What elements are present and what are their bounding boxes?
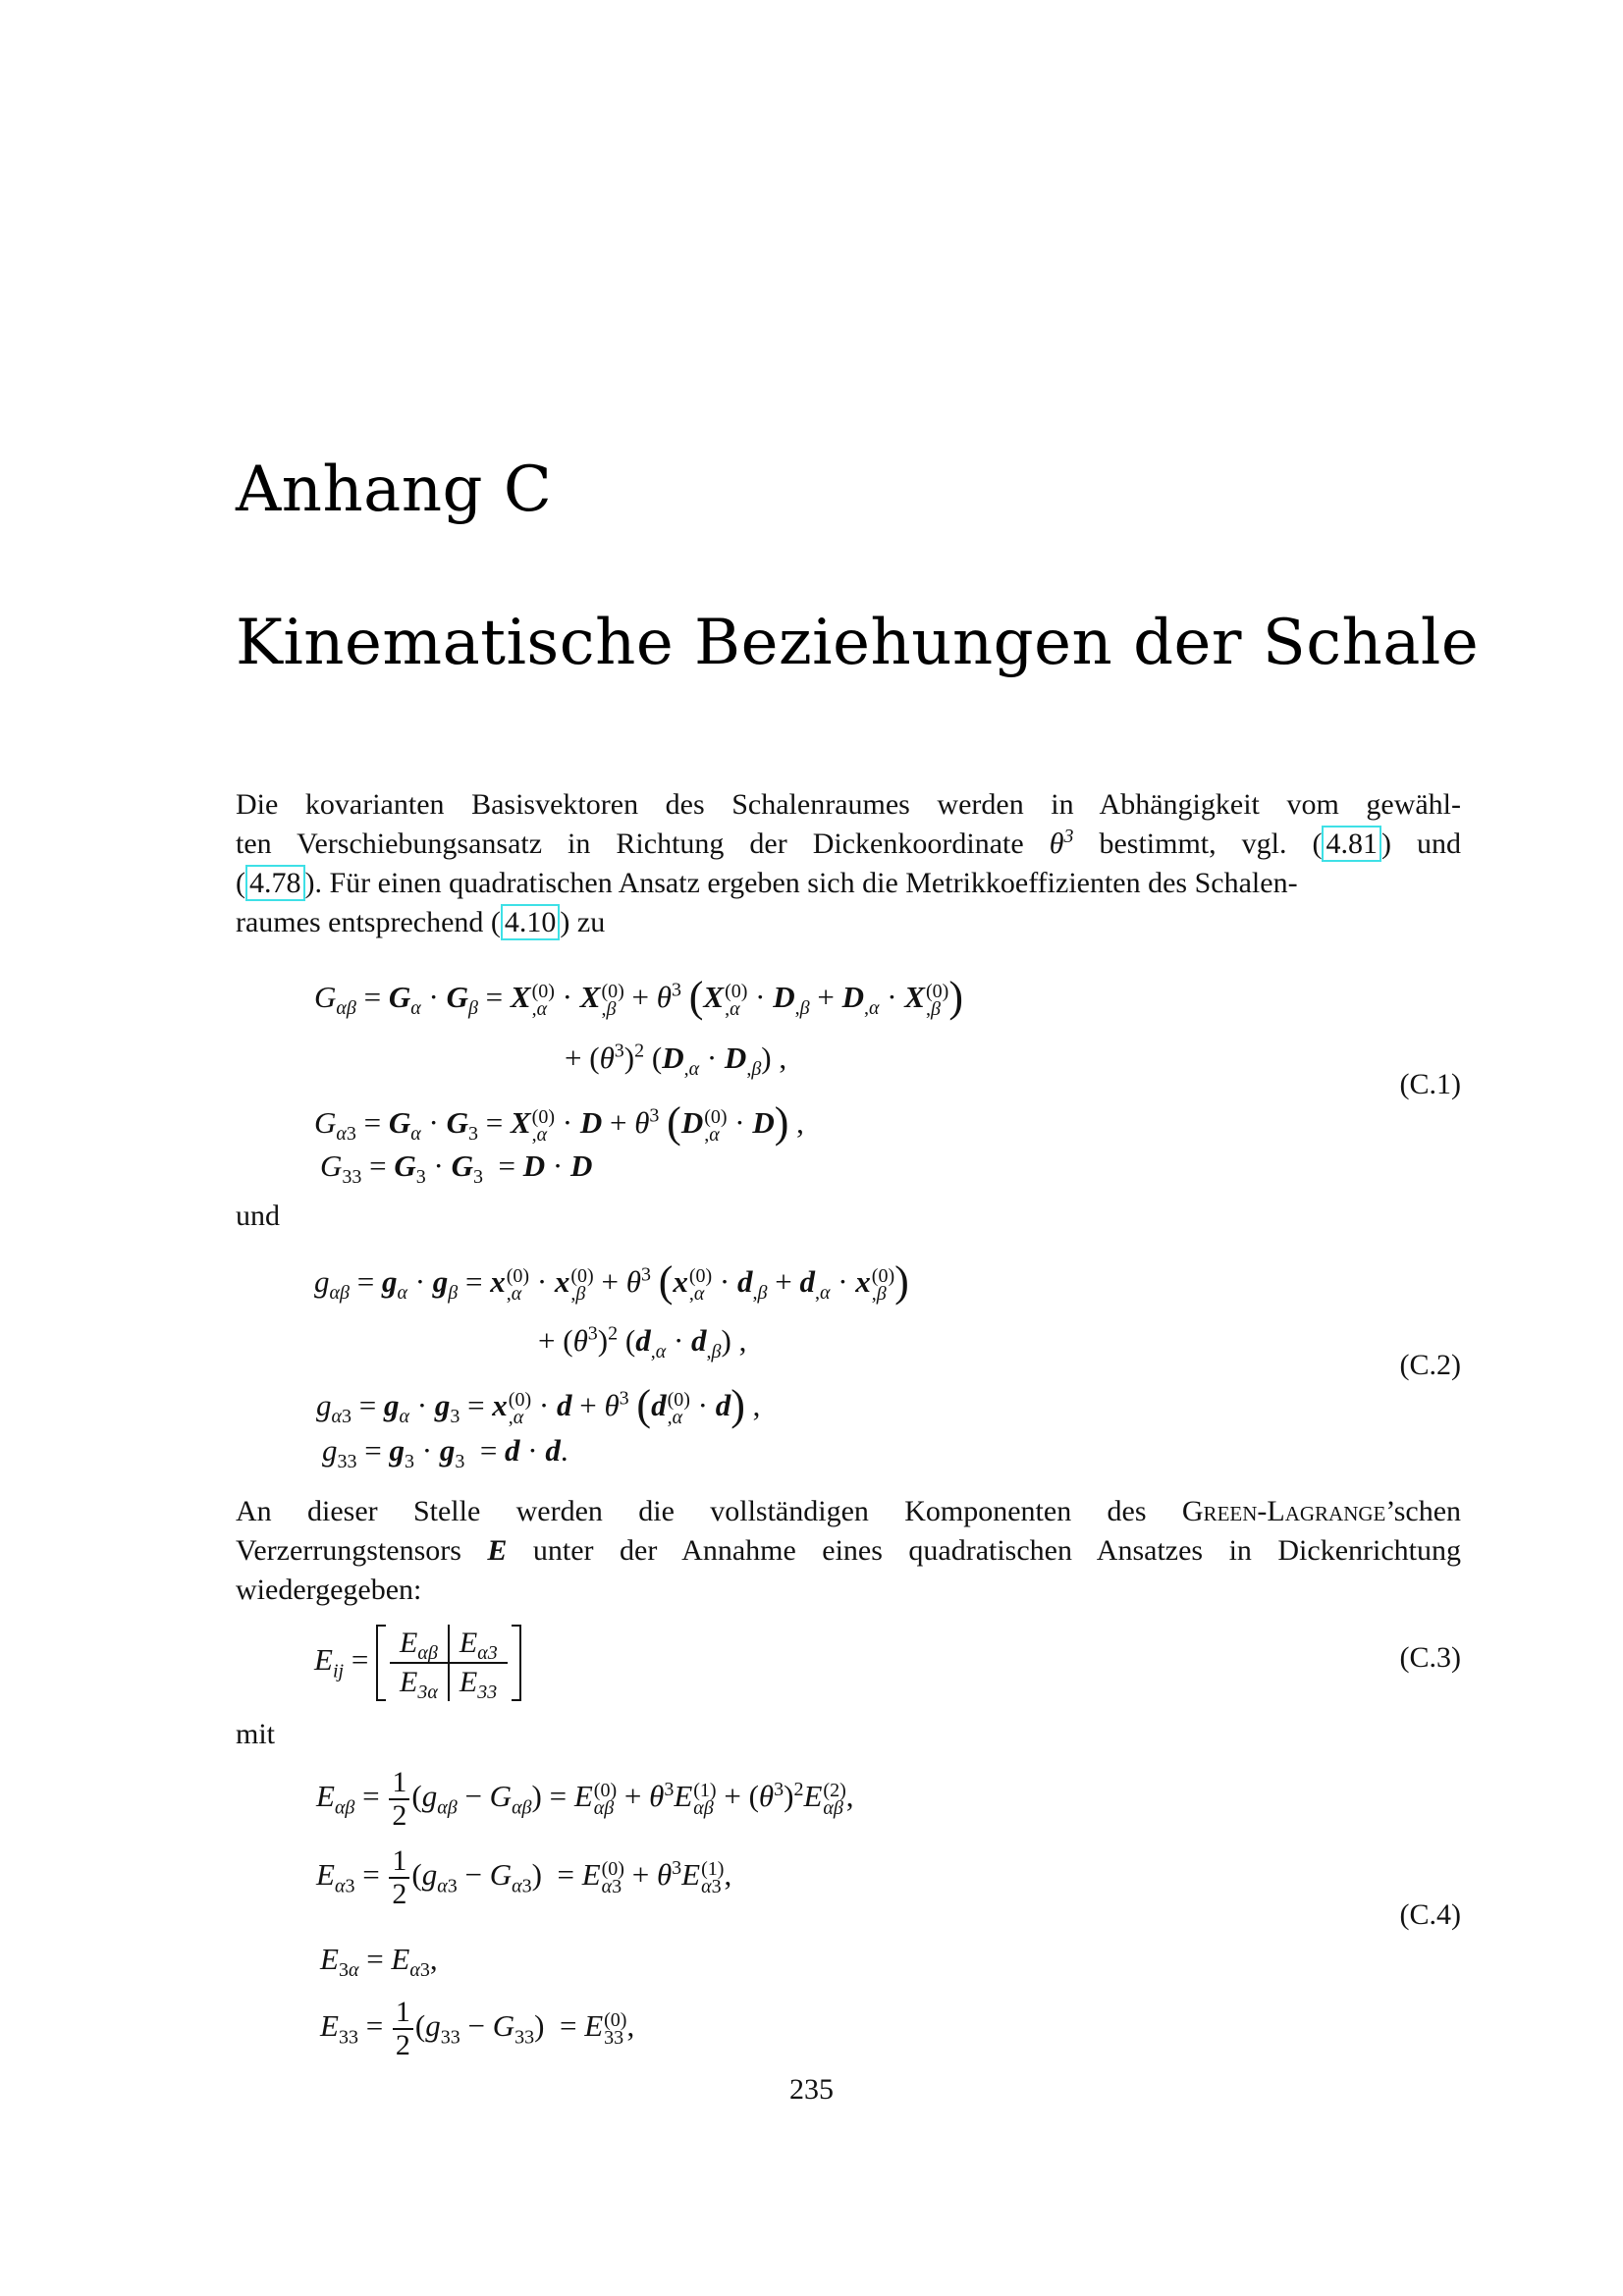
matrix-bracket: $E_{\alpha\beta}$ $E_{\alpha 3}$ $E_{3\alpha}$ $E_{33}$ <box>376 1625 521 1701</box>
theta-symbol: $\theta^3$ <box>1049 826 1074 860</box>
intro-text: bestimmt, vgl. <box>1099 828 1287 860</box>
equation-number-c1: (C.1) <box>1399 1068 1461 1100</box>
equation-c1-line-4: $G_{33} = G_3 \cdot G_3 = D \cdot D$ <box>320 1148 593 1189</box>
green-text: Verzerrungstensors <box>236 1534 461 1567</box>
green-lagrange-name: Green-Lagrange <box>1181 1495 1386 1527</box>
intro-text: zu <box>576 906 606 938</box>
intro-line-3: ( 4.78 ). Für einen quadratischen Ansatz ergeben sich die Metrikkoeffizienten des Schalen- <box>236 867 1298 899</box>
equation-number-c3: (C.3) <box>1399 1641 1461 1674</box>
equation-c2-line-4: $g_{33} = g_3 \cdot g_3 = d \cdot d$. <box>322 1433 568 1473</box>
intro-line-4: raumes entsprechend ( 4.10 ) zu <box>236 906 606 938</box>
green-line-3: wiedergegeben: <box>236 1574 422 1606</box>
intro-text: und <box>1417 828 1461 860</box>
equation-ref-4-10[interactable]: 4.10 <box>501 904 561 940</box>
green-text: An dieser Stelle werden die vollständigen Komponenten des <box>236 1495 1147 1527</box>
intro-paragraph <box>236 785 1461 942</box>
tensor-symbol: E <box>487 1534 508 1567</box>
green-line-1 <box>236 1492 1461 1531</box>
intro-line-2: ten Verschiebungsansatz in Richtung der Dickenkoordinate $\theta^3$ bestimmt, vgl. ( 4.81 ) und <box>236 826 1461 860</box>
equation-ref-4-81[interactable]: 4.81 <box>1322 826 1381 862</box>
equation-number-c2: (C.2) <box>1399 1349 1461 1381</box>
equation-c4-line-1: $E_{\alpha\beta}$ = $\frac{1}{2}$ $(g_{\alpha\beta} - G_{\alpha\beta}) = E$ (0) αβ + $\theta^3E$ (1) αβ + $(\theta^3)^2E$ (2) αβ , <box>316 1766 854 1832</box>
equation-c2-line-1: $g_{\alpha\beta} = g_\alpha \cdot g_\beta = x$ (0) ,α · x (0) ,β + $\theta^3$ (x (0) ,α · $d_{,\beta} + d_{,\alpha} \cdot x$ (0) ,β ) <box>314 1257 909 1306</box>
equation-number-c4: (C.4) <box>1399 1898 1461 1931</box>
page-number: 235 <box>789 2073 834 2106</box>
chapter-title: Kinematische Beziehungen der Schale <box>236 607 1480 679</box>
intro-text: raumes entsprechend <box>236 906 484 938</box>
green-text: unter der Annahme eines quadratischen Ansatzes in Dickenrichtung <box>532 1534 1462 1567</box>
green-line-2 <box>236 1531 1461 1571</box>
intro-line-1: Die kovarianten Basisvektoren des Schalenraumes werden in Abhängigkeit vom gewähl- <box>236 788 1461 821</box>
intro-text: . Für einen quadratischen Ansatz ergeben sich die Metrikkoeffizienten des Schalen- <box>314 867 1298 899</box>
green-lagrange-paragraph <box>236 1492 1461 1610</box>
equation-c1-line-2: + $(\theta^3)^2$ $(D_{,\alpha} \cdot D_{,\beta})$ , <box>565 1040 787 1081</box>
equation-c4-line-2: $E_{\alpha 3}$ = $\frac{1}{2}$ $(g_{\alpha 3} - G_{\alpha 3}) = E$ (0) α3 + $\theta^3E$ (1) α3 , <box>316 1844 732 1910</box>
equation-c3: $E_{ij}$ = $E_{\alpha\beta}$ $E_{\alpha 3}$ $E_{3\alpha}$ $E_{33}$ <box>314 1625 521 1701</box>
equation-ref-4-78[interactable]: 4.78 <box>245 865 305 901</box>
equation-c1-line-3: $G_{\alpha 3} = G_\alpha \cdot G_3 = X$ (0) ,α · $D + \theta^3$ (D (0) ,α · D) , <box>314 1098 804 1147</box>
equation-c4-line-3: $E_{3\alpha} = E_{\alpha 3}$, <box>320 1942 438 1982</box>
text-und: und <box>236 1200 280 1232</box>
chapter-number: Anhang C <box>236 454 553 526</box>
equation-c2-line-2: + $(\theta^3)^2$ $(d_{,\alpha} \cdot d_{,\beta})$ , <box>538 1322 747 1363</box>
intro-text: ten Verschiebungsansatz in Richtung der Dickenkoordinate <box>236 828 1024 860</box>
equation-c2-line-3: $g_{\alpha 3} = g_\alpha \cdot g_3 = x$ (0) ,α · $d + \theta^3$ (d (0) ,α · d) , <box>316 1381 761 1429</box>
text-mit: mit <box>236 1718 276 1750</box>
equation-c4-line-4: $E_{33}$ = $\frac{1}{2}$ $(g_{33} - G_{33}) = E$ (0) 33 , <box>320 1996 635 2061</box>
equation-c1-line-1: $G_{\alpha\beta} = G_\alpha \cdot G_\beta = X$ (0) ,α · X (0) ,β + $\theta^3$ (X (0) ,α · $D_{,\beta} + D_{,\alpha} \cdot X$ (0) ,β ) <box>314 973 963 1021</box>
green-text: ’schen <box>1385 1495 1462 1527</box>
